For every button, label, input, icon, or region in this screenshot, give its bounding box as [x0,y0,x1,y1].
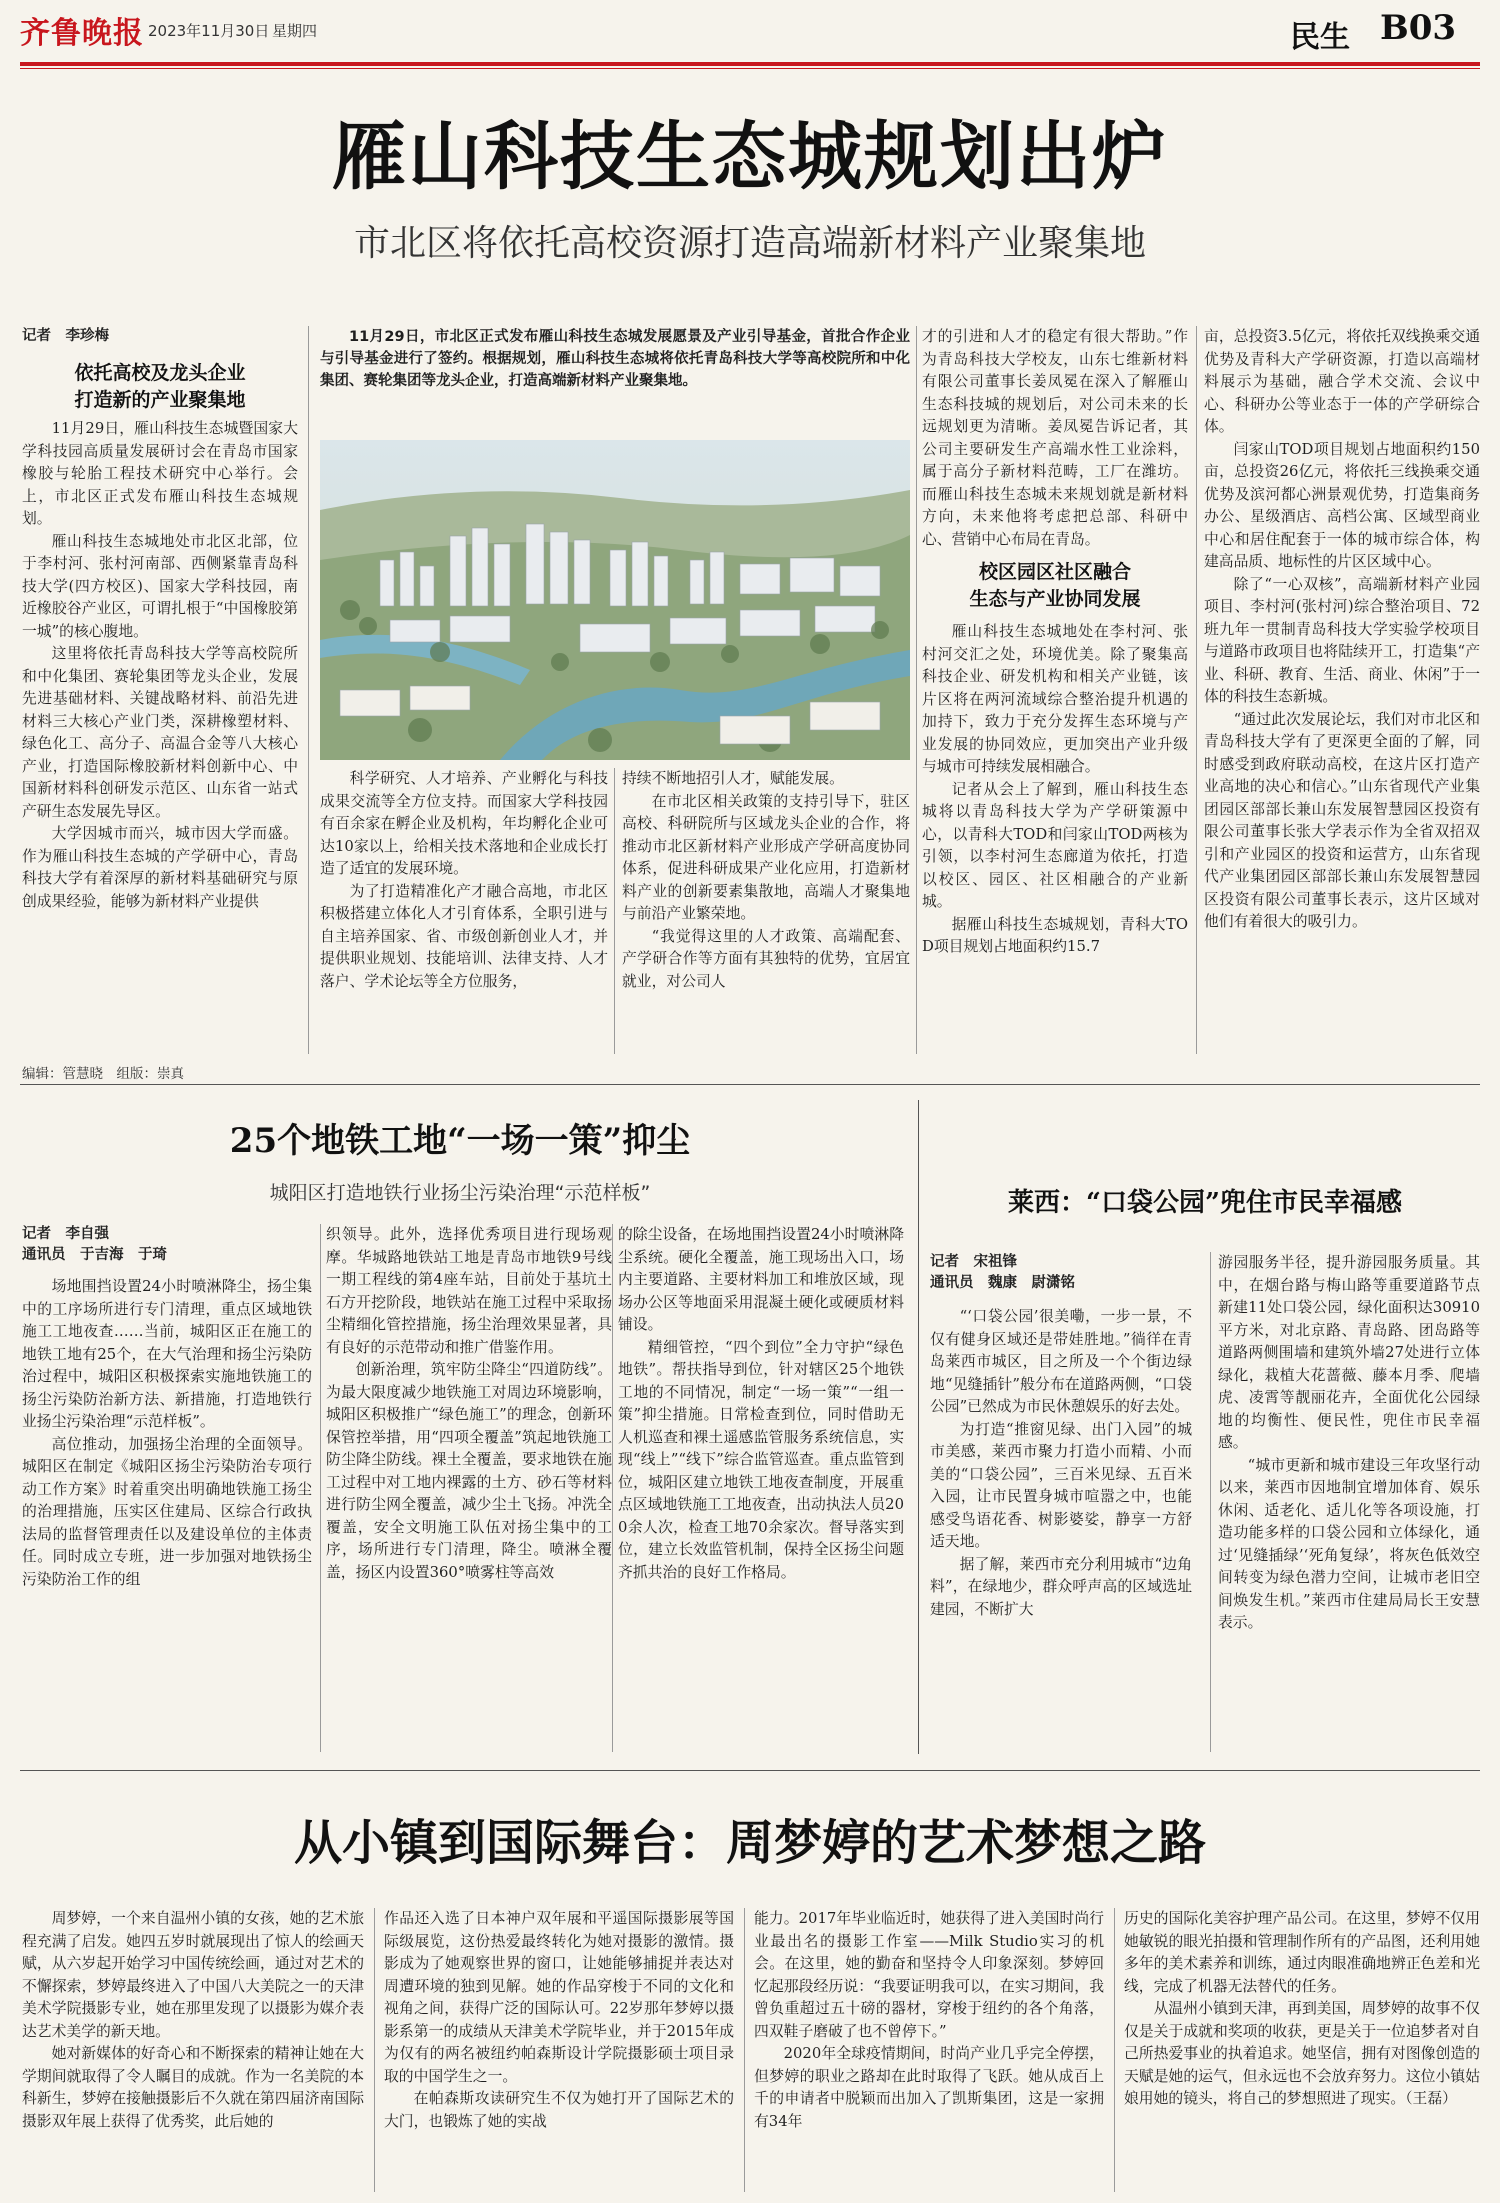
story4-col4 [1124,1908,1480,2194]
story3-col2 [1218,1252,1480,1756]
story4-headline: 从小镇到国际舞台：周梦婷的艺术梦想之路 [293,1815,1206,1871]
col-divider [1210,1252,1211,1752]
col-divider [1196,326,1197,1054]
paragraph: “城市更新和城市建设三年攻坚行动以来，莱西市因地制宜增加体育、娱乐休闲、适老化、适儿化等各项设施，打造功能多样的口袋公园和立体绿化，通过‘见缝插绿’‘死角复绿’，将灰色低效空间转变为绿色潜力空间，让城市老旧空间焕发生机。”莱西市住建局局长王安慧表示。 [1218,1456,1480,1631]
story2-subhead: 城阳区打造地铁行业扬尘污染治理“示范样板” [269,1182,651,1204]
story4-col1 [22,1908,364,2194]
story2-headline: 25个地铁工地“一场一策”抑尘 [229,1121,691,1161]
editor-credit: 编辑：管慧晓 组版：崇真 [22,1066,184,1082]
masthead [0,0,1500,62]
story2-col3 [618,1224,904,1754]
col-divider [1114,1908,1115,2192]
story1-subhead: 市北区将依托高校资源打造高端新材料产业聚集地 [353,223,1146,264]
paragraph: 11月29日，雁山科技生态城暨国家大学科技园高质量发展研讨会在青岛市国家橡胶与轮胎工程技术研究中心举行。会上，市北区正式发布雁山科技生态城规划。 [22,420,298,527]
paragraph: 她对新媒体的好奇心和不断探索的精神让她在大学期间就取得了令人瞩目的成就。作为一名美院的本科新生，梦婷在接触摄影后不久就在第四届济南国际摄影双年展上获得了优秀奖，此后她的 [22,2045,364,2130]
paragraph: 科学研究、人才培养、产业孵化与科技成果交流等全方位支持。而国家大学科技园有百余家在孵企业及机构，年均孵化企业可达10家以上，给相关技术落地和企业成长打造了适宜的发展环境。 [320,770,608,877]
section-divider [20,1084,1480,1085]
paragraph: “我觉得这里的人才政策、高端配套、产学研合作等方面有其独特的优势，宜居宜就业，对公司人 [622,927,910,990]
paragraph: 为了打造精准化产才融合高地，市北区积极搭建立体化人才引育体系，全职引进与自主培养国家、省、市级创新创业人才，并提供职业规划、技能培训、法律支持、人才落户、学术论坛等全方位服务， [320,882,608,990]
masthead-weekday: 星期四 [272,22,318,40]
story1-col2 [320,768,608,1056]
story1-col3 [622,768,910,1056]
story1-col5 [1204,326,1480,1056]
story-divider [918,1100,919,1754]
col-divider [374,1908,375,2192]
story1-headline: 雁山科技生态城规划出炉 [332,114,1168,200]
story4-col3 [754,1908,1104,2194]
paragraph: 场地围挡设置24小时喷淋降尘，扬尘集中的工序场所进行专门清理，重点区域地铁施工工地夜查……当前，城阳区正在施工的地铁工地有25个，在大气治理和扬尘污染防治过程中，城阳区积极探索实施地铁施工的扬尘污染防治新方法、新措施，打造地铁行业扬尘污染治理“示范样板”。 [22,1278,312,1430]
col-divider [614,768,615,1054]
story1-reporter: 记者 李珍梅 [22,328,109,344]
paragraph: 据了解，莱西市充分利用城市“边角料”，在绿地少，群众呼声高的区域选址建园，不断扩大 [930,1555,1192,1618]
paragraph: 这里将依托青岛科技大学等高校院所和中化集团、赛轮集团等龙头企业，发展先进基础材料、关键战略材料、前沿先进材料三大核心产业门类，深耕橡塑材料、绿色化工、高分子、高温合金等八大核心产业，打造国际橡胶新材料创新中心、中国新材料科创研发示范区、山东省一站式产研生态发展先导区。 [22,645,298,820]
paragraph: 雁山科技生态城地处在李村河、张村河交汇之处，环境优美。除了聚集高科技企业、研发机构和相关产业链，该片区将在两河流域综合整治提升机遇的加持下，致力于充分发挥生态环境与产业发展的协同效应，更加突出产业升级与城市可持续发展相融合。 [922,623,1188,775]
story1-col1 [22,356,298,1056]
paragraph: 能力。2017年毕业临近时，她获得了进入美国时尚行业最出名的摄影工作室——Milk Studio实习的机会。在这里，她的勤奋和坚持令人印象深刻。梦婷回忆起那段经历说：“我要证明我可以，在实习期间，我曾负重超过五十磅的器材，穿梭于纽约的各个角落，四双鞋子磨破了也不曾停下。” [754,1910,1104,2040]
paragraph: 闫家山TOD项目规划占地面积约150亩，总投资26亿元，将依托三线换乘交通优势及滨河都心洲景观优势，打造集商务办公、星级酒店、高档公寓、区域型商业中心和居住配套于一体的城市综合体，构建高品质、地标性的片区区域中心。 [1204,440,1480,570]
story1-lead: 11月29日，市北区正式发布雁山科技生态城发展愿景及产业引导基金，首批合作企业与引导基金进行了签约。根据规划，雁山科技生态城将依托青岛科技大学等高校院所和中化集团、赛轮集团等龙头企业，打造高端新材料产业聚集地。 [320,329,910,389]
paragraph: 亩，总投资3.5亿元，将依托双线换乘交通优势及青科大产学研资源，打造以高端材料展示为基础，融合学术交流、会议中心、科研办公等业态于一体的产学研综合体。 [1204,328,1480,435]
paragraph: 持续不断地招引人才，赋能发展。 [622,770,844,787]
paragraph: 历史的国际化美容护理产品公司。在这里，梦婷不仅用她敏锐的眼光拍摄和管理制作所有的产品图，还利用她多年的美术素养和训练，通过肉眼准确地辨正色差和光线，完成了机器无法替代的任务。 [1124,1910,1480,1995]
paragraph: 才的引进和人才的稳定有很大帮助。”作为青岛科技大学校友，山东七维新材料有限公司董事长姜凤冕在深入了解雁山生态科技城的规划后，对公司未来的长远规划更为清晰。姜凤冕告诉记者，其公司主要研发生产高端水性工业涂料，属于高分子新材料范畴，工厂在潍坊。而雁山科技生态城未来规划就是新材料方向，未来他将考虑把总部、科研中心、营销中心布局在青岛。 [922,328,1188,548]
paragraph: 周梦婷，一个来自温州小镇的女孩，她的艺术旅程充满了启发。她四五岁时就展现出了惊人的绘画天赋，从六岁起开始学习中国传统绘画，通过对艺术的不懈探索，梦婷最终进入了中国八大美院之一的天津美术学院摄影专业，她在那里发现了以摄影为媒介表达艺术美学的新天地。 [22,1910,364,2040]
paragraph: “‘口袋公园’很美嘞，一步一景，不仅有健身区域还是带娃胜地。”徜徉在青岛莱西市城区，目之所及一个个街边绿地“见缝插针”般分布在道路两侧，“口袋公园”已然成为市民休憩娱乐的好去处。 [930,1308,1192,1415]
story1-col4 [922,326,1188,1056]
masthead-logo: 齐鲁晚报 [20,16,144,51]
story1-subheading2: 校区园区社区融合 生态与产业协同发展 [969,561,1141,610]
paragraph: 2020年全球疫情期间，时尚产业几乎完全停摆，但梦婷的职业之路却在此时取得了飞跃。她从成百上千的申请者中脱颖而出加入了凯斯集团，这是一家拥有34年 [754,2045,1104,2130]
paragraph: 记者从会上了解到，雁山科技生态城将以青岛科技大学为产学研策源中心，以青科大TOD和闫家山TOD两核为引领，以李村河生态廊道为依托，打造以校区、园区、社区相融合的产业新城。 [922,780,1188,910]
paragraph: 的除尘设备，在场地围挡设置24小时喷淋降尘系统。硬化全覆盖，施工现场出入口，场内主要道路、主要材料加工和堆放区域，现场办公区等地面采用混凝土硬化或硬质材料铺设。 [618,1226,904,1333]
story4-col2 [384,1908,734,2194]
story3-col1 [930,1306,1192,1756]
story1-subheading1: 依托高校及龙头企业 打造新的产业聚集地 [74,362,246,411]
col-divider [916,326,917,1054]
paragraph: 从温州小镇到天津，再到美国，周梦婷的故事不仅仅是关于成就和奖项的收获，更是关于一位追梦者对自己所热爱事业的执着追求。她坚信，拥有对图像创造的天赋是她的运气，但永远也不会放弃努力。这位小镇姑娘用她的镜头，将自己的梦想照进了现实。（王磊） [1124,2000,1480,2107]
paragraph: 精细管控，“四个到位”全力守护“绿色地铁”。帮扶指导到位，针对辖区25个地铁工地的不同情况，制定“一场一策”“一组一策”抑尘措施。日常检查到位，同时借助无人机巡查和裸土遥感监管服务系统信息，实现“线上”“线下”综合监管巡查。重点监管到位，城阳区建立地铁工地夜查制度，开展重点区域地铁施工工地夜查，出动执法人员200余人次，检查工地70余家次。督导落实到位，建立长效监管机制，保持全区扬尘问题齐抓共治的良好工作格局。 [618,1338,904,1581]
col-divider [320,1224,321,1752]
masthead-rule [20,62,1480,66]
paragraph: 为打造“推窗见绿、出门入园”的城市美感，莱西市聚力打造小而精、小而美的“口袋公园”，三百米见绿、五百米入园，让市民置身城市喧嚣之中，也能感受鸟语花香、树影婆娑，静享一方舒适天地。 [930,1420,1192,1550]
paragraph: 大学因城市而兴，城市因大学而盛。作为雁山科技生态城的产学研中心，青岛科技大学有着深厚的新材料基础研究与原创成果经验，能够为新材料产业提供 [22,825,298,910]
paragraph: 在市北区相关政策的支持引导下，驻区高校、科研院所与区域龙头企业的合作，将推动市北区新材料产业形成产学研高度协同体系，促进科研成果产业化应用，打造新材料产业的创新要素集散地，高端人才聚集地与前沿产业繁荣地。 [622,792,910,922]
story1-photo [320,440,910,760]
col-divider [744,1908,745,2192]
page-number: B03 [1380,8,1457,48]
col-divider [612,1224,613,1752]
paragraph: 游园服务半径，提升游园服务质量。其中，在烟台路与梅山路等重要道路节点新建11处口袋公园，绿化面积达30910平方米，对北京路、青岛路、团岛路等道路两侧围墙和建筑外墙27处进行立体绿化，栽植大花蔷薇、藤本月季、爬墙虎、凌霄等靓丽花卉，全面优化公园绿地的均衡性、便民性，兜住市民幸福感。 [1218,1254,1480,1451]
story2-reporter: 记者 李自强 通讯员 于吉海 于琦 [22,1226,167,1263]
story2-col2 [326,1224,612,1754]
story3-headline: 莱西：“口袋公园”兜住市民幸福感 [1008,1188,1402,1218]
masthead-rule-thin [20,68,1480,69]
section-name: 民生 [1290,20,1350,55]
paragraph: 雁山科技生态城地处市北区北部，位于李村河、张村河南部、西侧紧靠青岛科技大学(四方校区)、国家大学科技园，南近橡胶谷产业区，可谓扎根于“中国橡胶第一城”的核心腹地。 [22,532,298,640]
paragraph: 高位推动，加强扬尘治理的全面领导。城阳区在制定《城阳区扬尘污染防治专项行动工作方案》时着重突出明确地铁施工扬尘的治理措施，压实区住建局、区综合行政执法局的监督管理责任以及建设单位的主体责任。同时成立专班，进一步加强对地铁扬尘污染防治工作的组 [22,1435,312,1588]
masthead-date: 2023年11月30日 [148,22,270,40]
paragraph: 据雁山科技生态城规划，青科大TOD项目规划占地面积约15.7 [922,915,1188,955]
col-divider [308,326,309,1054]
story3-reporter: 记者 宋祖锋 通讯员 魏康 尉潇铭 [930,1254,1075,1291]
story2-col1 [22,1276,312,1754]
paragraph: 织领导。此外，选择优秀项目进行现场观摩。华城路地铁站工地是青岛市地铁9号线一期工程线的第4座车站，目前处于基坑土石方开挖阶段，地铁站在施工过程中采取扬尘精细化管控措施，扬尘治理效果显著，具有良好的示范带动和推广借鉴作用。 [326,1226,612,1356]
paragraph: 在帕森斯攻读研究生不仅为她打开了国际艺术的大门，也锻炼了她的实战 [384,2090,734,2130]
section-divider [20,1770,1480,1771]
city-rendering-image [320,440,910,760]
paragraph: “通过此次发展论坛，我们对市北区和青岛科技大学有了更深更全面的了解，同时感受到政府联动高校，在这片区打造产业高地的决心和信心。”山东省现代产业集团园区部部长兼山东发展智慧园区投资有限公司董事长张大学表示作为全省双招双引和产业园区的投资和运营方，山东省现代产业集团园区部部长兼山东发展智慧园区投资有限公司董事长表示，这片区域对他们有着很大的吸引力。 [1204,710,1480,930]
paragraph: 创新治理，筑牢防尘降尘“四道防线”。为最大限度减少地铁施工对周边环境影响，城阳区积极推广“绿色施工”的理念，创新环保管控举措，用“四项全覆盖”筑起地铁施工防尘降尘防线。裸土全覆盖，要求地铁在施工过程中对工地内裸露的土方、砂石等材料进行防尘网全覆盖，减少尘土飞扬。冲洗全覆盖，安全文明施工队伍对扬尘集中的工序，场所进行专门清理，降尘。喷淋全覆盖，扬区内设置360°喷雾柱等高效 [326,1361,612,1581]
paragraph: 除了“一心双核”，高端新材料产业园项目、李村河(张村河)综合整治项目、72班九年一贯制青岛科技大学实验学校项目与道路市政项目也将陆续开工，打造集“产业、科研、教育、生活、商业、休闲”于一体的科技生态新城。 [1204,575,1480,705]
paragraph: 作品还入选了日本神户双年展和平遥国际摄影展等国际级展览，这份热爱最终转化为她对摄影的激情。摄影成为了她观察世界的窗口，让她能够捕捉并表达对周遭环境的独到见解。她的作品穿梭于不同的文化和视角之间，获得广泛的国际认可。22岁那年梦婷以摄影系第一的成绩从天津美术学院毕业，并于2015年成为仅有的两名被纽约帕森斯设计学院摄影硕士项目录取的中国学生之一。 [384,1910,734,2085]
